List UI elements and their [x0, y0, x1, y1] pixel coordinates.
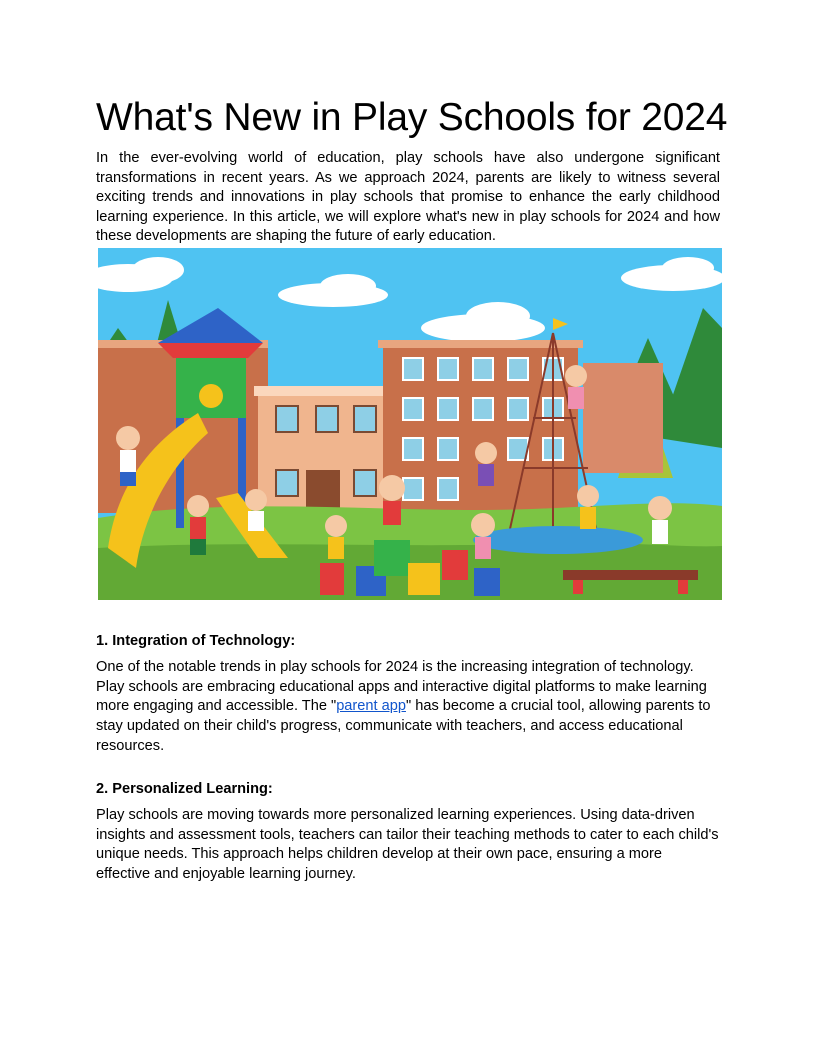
section-heading-technology: 1. Integration of Technology: [96, 633, 296, 649]
paragraph-text-before-link: One of the notable trends in play schools for 2024 is the increasing integration of technology. Play schools are embracing educational apps and interactive digital platforms to make learning more engaging and accessible. The " [96, 659, 707, 715]
article-title: What's New in Play Schools for 2024 [96, 96, 728, 139]
parent-app-link[interactable]: parent app [336, 698, 406, 715]
carousel [473, 526, 643, 554]
building-small-right [583, 363, 663, 473]
paragraph-text-after-link: " has become a crucial tool, allowing parents to stay updated on their child's progress, communicate with teachers, and access educational resources. [96, 698, 711, 754]
section-paragraph-personalized-learning: Play schools are moving towards more personalized learning experiences. Using data-driven insights and assessment tools, teachers can tailor their teaching methods to cater to each child's unique needs. This approach helps children develop at their own pace, ensuring a more effective and enjoyable learning journey. [96, 807, 719, 883]
intro-paragraph: In the ever-evolving world of education, play schools have also undergone significant transformations in recent years. As we approach 2024, parents are likely to witness several exciting trends and innovations in play schools that promise to enhance the early childhood learning experience. In this article, we will explore what's new in play schools for 2024 and how these developments are shaping the future of early education. [96, 150, 720, 244]
playground-illustration [98, 248, 722, 600]
building-center [254, 386, 397, 518]
section-heading-personalized-learning: 2. Personalized Learning: [96, 781, 273, 797]
section-paragraph-technology [96, 658, 720, 757]
